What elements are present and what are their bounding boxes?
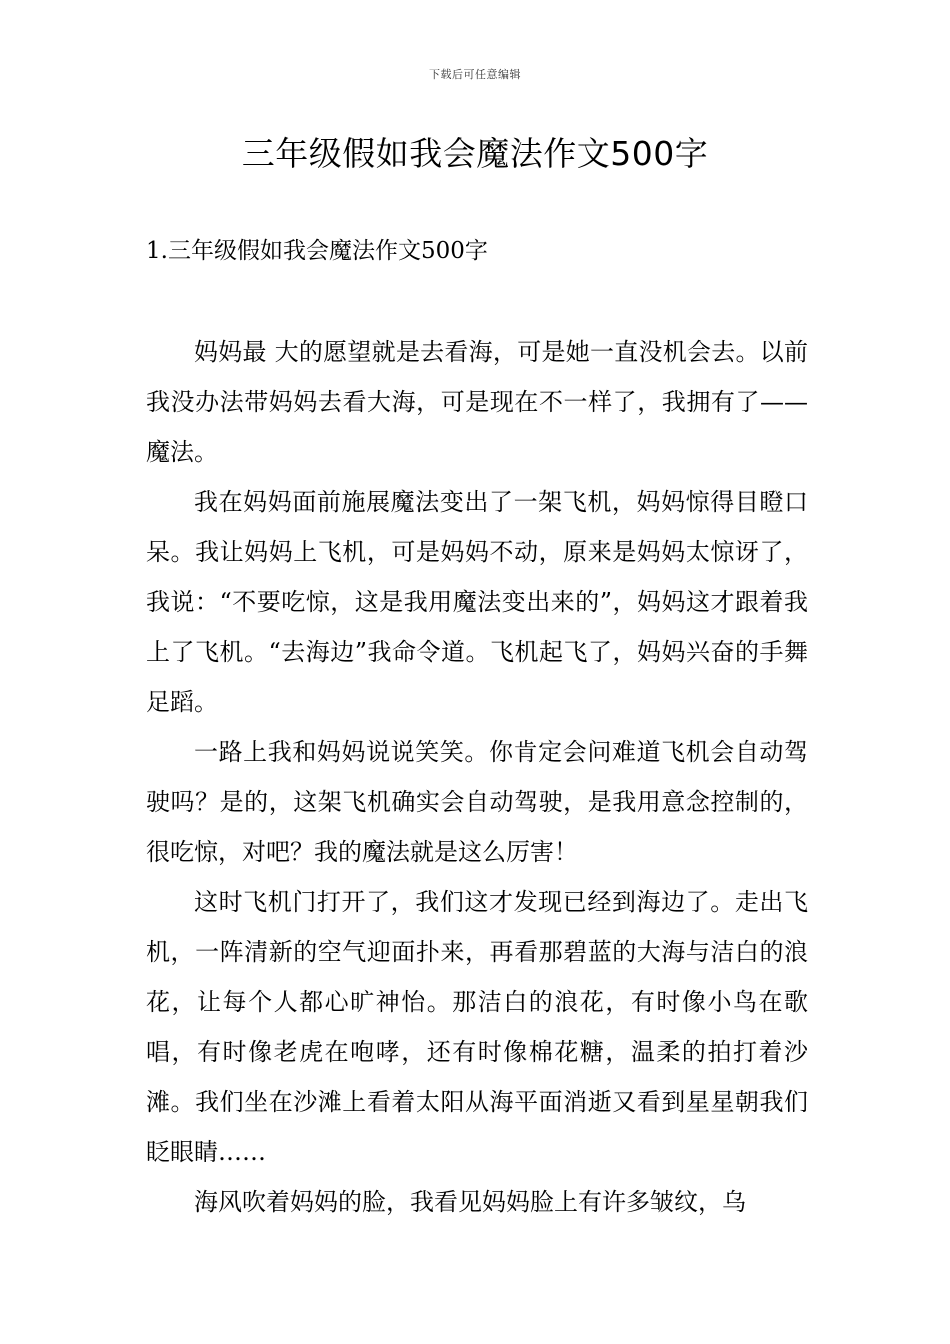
paragraph: 这时飞机门打开了，我们这才发现已经到海边了。走出飞机，一阵清新的空气迎面扑来，再看那碧蓝的大海与洁白的浪花，让每个人都心旷神怡。那洁白的浪花，有时像小鸟在歌唱，有时像老虎在咆哮，还有时像棉花糖，温柔的拍打着沙滩。我们坐在沙滩上看着太阳从海平面消逝又看到星星朝我们眨眼睛…… [146,888,808,1166]
header-note: 下载后可任意编辑 [429,68,521,81]
paragraph: 一路上我和妈妈说说笑笑。你肯定会问难道飞机会自动驾驶吗？是的，这架飞机确实会自动驾驶，是我用意念控制的，很吃惊，对吧？我的魔法就是这么厉害！ [146,738,808,866]
paragraph: 我在妈妈面前施展魔法变出了一架飞机，妈妈惊得目瞪口呆。我让妈妈上飞机，可是妈妈不动，原来是妈妈太惊讶了，我说：“不要吃惊，这是我用魔法变出来的”，妈妈这才跟着我上了飞机。“去海边”我命令道。飞机起飞了，妈妈兴奋的手舞足蹈。 [146,488,808,716]
document-title: 三年级假如我会魔法作文500字 [241,134,709,173]
paragraph: 妈妈最 大的愿望就是去看海，可是她一直没机会去。以前我没办法带妈妈去看大海，可是现在不一样了，我拥有了——魔法。 [146,338,808,466]
section-heading: 1.三年级假如我会魔法作文500字 [146,238,488,264]
article-body [146,327,808,1227]
paragraph: 海风吹着妈妈的脸，我看见妈妈脸上有许多皱纹，乌 [194,1188,746,1216]
